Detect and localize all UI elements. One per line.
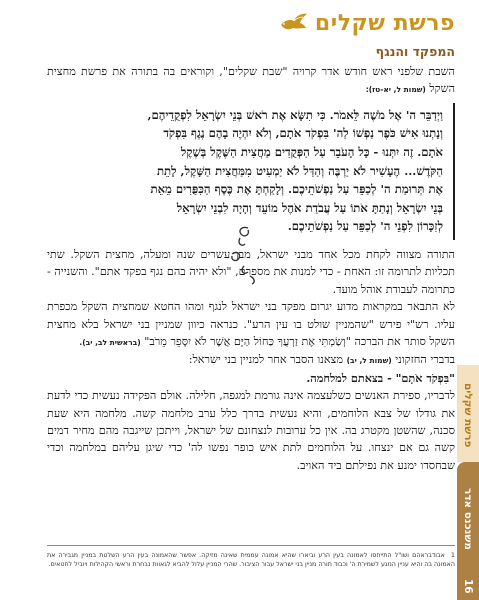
quote-line: אֹתָם. זֶה יִתְּנוּ - כָּל הָעֹבֵר עַל הַפְּקֻדִים מַחֲצִית הַשֶּׁקֶל בְּשֶׁקֶל (180, 145, 443, 159)
quote-line: וְנָתְנוּ אִישׁ כֹּפֶר נַפְשׁוֹ לַה' בִּפְקֹד אֹתָם, וְלֹא יִהְיֶה בָהֶם נֶגֶף בִּפְקֹד (163, 126, 443, 141)
side-section-label: פרשת שקלים (462, 382, 474, 448)
intro-paragraph (47, 63, 455, 99)
source-reference: (שמות ל, יא-טז): (365, 85, 426, 95)
quote-line: הַקֹּדֶשׁ... הֶעָשִׁיר לֹא יַרְבֶּה וְהַדַּל לֹא יַמְעִיט מִמַּחֲצִית הַשָּׁקֶל, לָתֵת (156, 163, 443, 178)
dove-icon (279, 11, 309, 35)
body-paragraph (47, 351, 455, 369)
handwritten-mark (210, 220, 270, 290)
commentary-quote: "בִּפְקֹד אֹתָם" - בצאתם למלחמה. (306, 370, 455, 385)
quote-line: אֶת תְּרוּמַת ה' לְכַפֵּר עַל נַפְשֹׁתֵיכֶם. וְלָקַחְתָּ אֶת כֶּסֶף הַכִּפֻּרִים מֵאֵת (150, 182, 443, 197)
body-paragraph: התורה מצווה לקחת מכל אחד מבני ישראל, מבן עשרים שנה ומעלה, מחצית השקל. שתי תכליות לתרומה זו: האחת - כדי למנות את מספרם, "ולא יהיה בהם נגף בפקד אתם". והשנייה - כתרומה לעבודת אוהל מועד. (47, 247, 455, 296)
quote-line: וַיְדַבֵּר ה' אֶל מֹשֶׁה לֵּאמֹר. כִּי תִשָּׂא אֶת רֹאשׁ בְּנֵי יִשְׂרָאֵל לִפְקֻדֵיהֶם, (147, 107, 443, 122)
body-text: מצאנו הסבר אחר למניין בני ישראל: (188, 353, 344, 367)
quote-line: לְזִכָּרוֹן לִפְנֵי ה' לְכַפֵּר עַל נַפְשֹׁתֵיכֶם. (287, 219, 443, 234)
page-title-block (279, 6, 455, 40)
section-title: המפקד והנגף (375, 44, 455, 59)
body-paragraph (47, 298, 455, 351)
quote-line: בְּנֵי יִשְׂרָאֵל וְנָתַתָּ אֹתוֹ עַל עֲבֹדַת אֹהֶל מוֹעֵד וְהָיָה לִבְנֵי יִשְׂרָאֵל (176, 200, 443, 215)
page-title: פרשת שקלים (314, 10, 455, 36)
footnote-text: אבודבראהם ושו"ל התייחסו לאמונה בעין הרע וביארו שהיא אמונה עממית שאינה מזיקה. אפשר שהאמונה בעין הרע השלטת במניין מגבירה את האמונה בה והיא עניין הנוגע לשמירת ה' וכבוד תורה מניין בני ישראל עבור הציבור. שהרי המניין עלול להביא לגאוות נבחרת וראשי הקהילות ויוביל לחטאים. (47, 552, 455, 569)
chapter-tab-label: משנכנס אדר (462, 488, 474, 550)
body-text: בדברי החזקוני (395, 353, 455, 367)
body-paragraph: לדבריו, ספירת האנשים כשלעצמה אינה גורמת למגפה, חלילה. אולם הפקידה נעשית כדי לדעת את גודלו של צבא הלוחמים, והיא נעשית בדרך כלל ערב מלחמה קשה. מלחמה היא שעת סכנה, שהשטן מקטרג בה. אין כל ערובות לנצחונם של ישראל, וייתכן שייגבה מהם מחיר דמים קשה גם אם ינצחו. על הלוחמים לתת איש כופר נפשו לה' כדי שיגן עליהם במלחמה וכדי שבחסדו ימנע את נפילתם ביד האויב. (47, 389, 455, 472)
intro-line: השבת שלפני ראש חודש אדר קרויה "שבת שקלים", וקוראים בה בתורה את (112, 65, 455, 78)
footnote (47, 551, 455, 570)
footnote-divider (47, 545, 455, 546)
page-number: 16 (462, 578, 474, 594)
intro-line: פרשת מחצית השקל (47, 65, 455, 96)
source-reference: (שמות ל, יב) (346, 356, 392, 366)
body-text: לא התבאר במקראות מדוע יגרום מפקד בני ישראל לנגף ומהו החטא שמחצית השקל מכפרת עליו. רש"י פירש "שהמניין שולט בו עין הרע". כנראה כיוון שמניין בני ישראל בלא מחצית השקל סותר את הברכה "וְשַׂמְתִּי אֶת זַרְעֲךָ כַּחוֹל הַיָּם אֲשֶׁר לֹא יִסָּפֵר מֵרֹב" (47, 300, 455, 348)
source-reference: (בראשית לב, יב). (79, 338, 141, 347)
footnote-number: 1 (450, 551, 455, 559)
